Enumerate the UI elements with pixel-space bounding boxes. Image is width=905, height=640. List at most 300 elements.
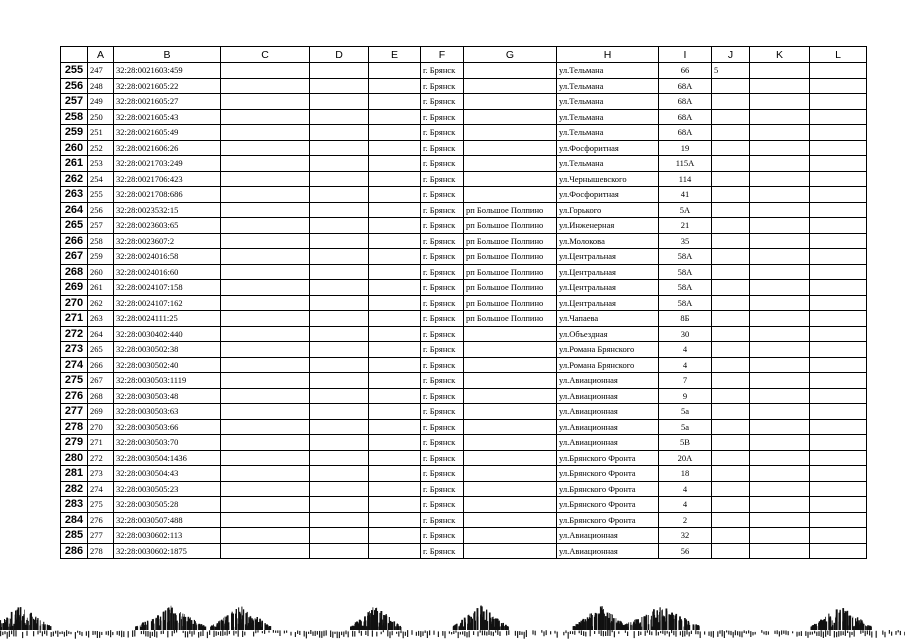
cell-l — [810, 233, 867, 249]
row-number: 256 — [61, 78, 88, 94]
cell-a: 260 — [88, 264, 114, 280]
cell-e — [369, 187, 421, 203]
cell-d — [310, 497, 369, 513]
cell-b: 32:28:0021605:27 — [114, 94, 221, 110]
cell-k — [750, 357, 810, 373]
cell-a: 262 — [88, 295, 114, 311]
row-number: 264 — [61, 202, 88, 218]
table-row — [61, 481, 867, 497]
cell-k — [750, 497, 810, 513]
cell-k — [750, 342, 810, 358]
cell-d — [310, 187, 369, 203]
cell-g — [464, 404, 557, 420]
cell-b: 32:28:0030503:48 — [114, 388, 221, 404]
cell-c — [221, 280, 310, 296]
cell-i: 21 — [659, 218, 712, 234]
cell-k — [750, 125, 810, 141]
column-header: L — [810, 47, 867, 63]
cell-d — [310, 156, 369, 172]
cell-j — [712, 450, 750, 466]
cell-c — [221, 218, 310, 234]
cell-e — [369, 388, 421, 404]
column-header: A — [88, 47, 114, 63]
cell-i: 32 — [659, 528, 712, 544]
row-number: 265 — [61, 218, 88, 234]
cell-f: г. Брянск — [421, 187, 464, 203]
cell-a: 252 — [88, 140, 114, 156]
table-row — [61, 94, 867, 110]
cell-h: ул.Авиационная — [557, 419, 659, 435]
cell-d — [310, 404, 369, 420]
column-header: E — [369, 47, 421, 63]
column-header: C — [221, 47, 310, 63]
cell-d — [310, 109, 369, 125]
cell-e — [369, 543, 421, 559]
cell-k — [750, 187, 810, 203]
cell-l — [810, 63, 867, 79]
table-row — [61, 512, 867, 528]
cell-g — [464, 388, 557, 404]
table-row — [61, 156, 867, 172]
row-number: 278 — [61, 419, 88, 435]
cell-g — [464, 435, 557, 451]
cell-l — [810, 528, 867, 544]
cell-k — [750, 373, 810, 389]
cell-b: 32:28:0021605:43 — [114, 109, 221, 125]
cell-i: 5а — [659, 419, 712, 435]
cell-a: 275 — [88, 497, 114, 513]
cell-h: ул.Фосфоритная — [557, 187, 659, 203]
cell-e — [369, 373, 421, 389]
cell-a: 259 — [88, 249, 114, 265]
row-number: 281 — [61, 466, 88, 482]
cell-d — [310, 419, 369, 435]
cell-a: 277 — [88, 528, 114, 544]
cell-f: г. Брянск — [421, 140, 464, 156]
cell-l — [810, 249, 867, 265]
column-header: J — [712, 47, 750, 63]
cell-h: ул.Инженерная — [557, 218, 659, 234]
cell-b: 32:28:0030502:38 — [114, 342, 221, 358]
table-row — [61, 295, 867, 311]
cell-k — [750, 63, 810, 79]
cell-l — [810, 404, 867, 420]
cell-e — [369, 419, 421, 435]
cell-g — [464, 156, 557, 172]
cell-i: 68А — [659, 125, 712, 141]
cell-b: 32:28:0030505:23 — [114, 481, 221, 497]
cell-l — [810, 125, 867, 141]
cell-i: 30 — [659, 326, 712, 342]
cell-h: ул.Тельмана — [557, 94, 659, 110]
cell-d — [310, 171, 369, 187]
cell-f: г. Брянск — [421, 171, 464, 187]
cell-g: рп Большое Полпино — [464, 249, 557, 265]
cell-b: 32:28:0030503:1119 — [114, 373, 221, 389]
cell-g — [464, 140, 557, 156]
cell-a: 272 — [88, 450, 114, 466]
cell-d — [310, 202, 369, 218]
cell-g — [464, 543, 557, 559]
cell-f: г. Брянск — [421, 109, 464, 125]
cell-a: 276 — [88, 512, 114, 528]
cell-e — [369, 512, 421, 528]
cell-a: 256 — [88, 202, 114, 218]
cell-a: 267 — [88, 373, 114, 389]
cell-k — [750, 156, 810, 172]
row-number: 271 — [61, 311, 88, 327]
cell-h: ул.Романа Брянского — [557, 357, 659, 373]
row-number: 286 — [61, 543, 88, 559]
cell-h: ул.Чернышевского — [557, 171, 659, 187]
cell-b: 32:28:0021703:249 — [114, 156, 221, 172]
cell-d — [310, 388, 369, 404]
cell-d — [310, 233, 369, 249]
cell-d — [310, 512, 369, 528]
row-number: 268 — [61, 264, 88, 280]
cell-i: 58А — [659, 280, 712, 296]
cell-j — [712, 311, 750, 327]
cell-f: г. Брянск — [421, 63, 464, 79]
cell-f: г. Брянск — [421, 125, 464, 141]
cell-f: г. Брянск — [421, 466, 464, 482]
cell-l — [810, 481, 867, 497]
cell-f: г. Брянск — [421, 373, 464, 389]
cell-e — [369, 311, 421, 327]
cell-f: г. Брянск — [421, 357, 464, 373]
cell-l — [810, 388, 867, 404]
cell-l — [810, 295, 867, 311]
cell-k — [750, 109, 810, 125]
cell-h: ул.Брянского Фронта — [557, 450, 659, 466]
cell-i: 9 — [659, 388, 712, 404]
cell-d — [310, 481, 369, 497]
cell-k — [750, 481, 810, 497]
table-row — [61, 528, 867, 544]
cell-g — [464, 109, 557, 125]
table-row — [61, 202, 867, 218]
cell-c — [221, 187, 310, 203]
cell-g — [464, 94, 557, 110]
cell-a: 255 — [88, 187, 114, 203]
cell-l — [810, 264, 867, 280]
cell-f: г. Брянск — [421, 404, 464, 420]
cell-d — [310, 94, 369, 110]
cell-e — [369, 171, 421, 187]
cell-g — [464, 171, 557, 187]
cell-g — [464, 187, 557, 203]
cell-f: г. Брянск — [421, 450, 464, 466]
row-number: 284 — [61, 512, 88, 528]
table-row — [61, 78, 867, 94]
cell-e — [369, 218, 421, 234]
cell-i: 68А — [659, 109, 712, 125]
table-row — [61, 326, 867, 342]
cell-k — [750, 78, 810, 94]
cell-e — [369, 481, 421, 497]
spreadsheet-table — [60, 46, 867, 559]
cell-e — [369, 497, 421, 513]
cell-a: 264 — [88, 326, 114, 342]
table-row — [61, 373, 867, 389]
cell-l — [810, 202, 867, 218]
cell-g — [464, 419, 557, 435]
cell-a: 278 — [88, 543, 114, 559]
row-number: 275 — [61, 373, 88, 389]
cell-a: 265 — [88, 342, 114, 358]
cell-c — [221, 125, 310, 141]
row-number: 266 — [61, 233, 88, 249]
table-row — [61, 404, 867, 420]
cell-h: ул.Центральная — [557, 264, 659, 280]
cell-a: 273 — [88, 466, 114, 482]
cell-c — [221, 156, 310, 172]
cell-b: 32:28:0021706:423 — [114, 171, 221, 187]
cell-b: 32:28:0030502:40 — [114, 357, 221, 373]
cell-i: 4 — [659, 481, 712, 497]
table-row — [61, 233, 867, 249]
cell-f: г. Брянск — [421, 435, 464, 451]
cell-c — [221, 528, 310, 544]
cell-e — [369, 264, 421, 280]
cell-c — [221, 404, 310, 420]
cell-j — [712, 342, 750, 358]
cell-a: 254 — [88, 171, 114, 187]
cell-f: г. Брянск — [421, 280, 464, 296]
cell-k — [750, 295, 810, 311]
cell-j — [712, 218, 750, 234]
cell-j: 5 — [712, 63, 750, 79]
cell-f: г. Брянск — [421, 78, 464, 94]
cell-j — [712, 280, 750, 296]
cell-j — [712, 264, 750, 280]
cell-i: 18 — [659, 466, 712, 482]
cell-l — [810, 156, 867, 172]
cell-h: ул.Авиационная — [557, 404, 659, 420]
cell-k — [750, 450, 810, 466]
cell-c — [221, 512, 310, 528]
cell-i: 115А — [659, 156, 712, 172]
cell-d — [310, 63, 369, 79]
cell-h: ул.Центральная — [557, 280, 659, 296]
cell-c — [221, 94, 310, 110]
cell-b: 32:28:0023532:15 — [114, 202, 221, 218]
cell-f: г. Брянск — [421, 311, 464, 327]
cell-d — [310, 280, 369, 296]
cell-i: 20А — [659, 450, 712, 466]
table-row — [61, 388, 867, 404]
cell-i: 56 — [659, 543, 712, 559]
cell-k — [750, 512, 810, 528]
cell-j — [712, 357, 750, 373]
cell-f: г. Брянск — [421, 388, 464, 404]
column-header: K — [750, 47, 810, 63]
cell-g — [464, 497, 557, 513]
cell-l — [810, 497, 867, 513]
row-number: 279 — [61, 435, 88, 451]
cell-b: 32:28:0023607:2 — [114, 233, 221, 249]
cell-f: г. Брянск — [421, 326, 464, 342]
table-row — [61, 450, 867, 466]
cell-h: ул.Молокова — [557, 233, 659, 249]
cell-g: рп Большое Полпино — [464, 233, 557, 249]
cell-a: 258 — [88, 233, 114, 249]
cell-d — [310, 78, 369, 94]
cell-h: ул.Авиационная — [557, 373, 659, 389]
cell-f: г. Брянск — [421, 342, 464, 358]
cell-h: ул.Центральная — [557, 249, 659, 265]
cell-l — [810, 218, 867, 234]
cell-a: 263 — [88, 311, 114, 327]
cell-e — [369, 78, 421, 94]
row-number: 276 — [61, 388, 88, 404]
cell-g — [464, 373, 557, 389]
cell-c — [221, 450, 310, 466]
cell-e — [369, 404, 421, 420]
cell-c — [221, 326, 310, 342]
cell-e — [369, 140, 421, 156]
table-row — [61, 249, 867, 265]
cell-c — [221, 249, 310, 265]
row-number: 283 — [61, 497, 88, 513]
cell-g — [464, 528, 557, 544]
cell-d — [310, 543, 369, 559]
cell-h: ул.Чапаева — [557, 311, 659, 327]
cell-e — [369, 466, 421, 482]
cell-a: 266 — [88, 357, 114, 373]
cell-i: 5В — [659, 435, 712, 451]
cell-i: 35 — [659, 233, 712, 249]
cell-g: рп Большое Полпино — [464, 264, 557, 280]
cell-l — [810, 419, 867, 435]
table-row — [61, 342, 867, 358]
cell-g — [464, 357, 557, 373]
cell-k — [750, 218, 810, 234]
cell-d — [310, 264, 369, 280]
cell-d — [310, 342, 369, 358]
cell-i: 68А — [659, 94, 712, 110]
cell-d — [310, 528, 369, 544]
cell-i: 4 — [659, 342, 712, 358]
cell-a: 270 — [88, 419, 114, 435]
cell-l — [810, 78, 867, 94]
cell-l — [810, 326, 867, 342]
cell-b: 32:28:0030503:66 — [114, 419, 221, 435]
cell-c — [221, 202, 310, 218]
cell-j — [712, 466, 750, 482]
cell-d — [310, 295, 369, 311]
cell-j — [712, 388, 750, 404]
cell-c — [221, 264, 310, 280]
cell-e — [369, 357, 421, 373]
cell-k — [750, 264, 810, 280]
cell-e — [369, 156, 421, 172]
cell-g: рп Большое Полпино — [464, 280, 557, 296]
cell-d — [310, 435, 369, 451]
table-row — [61, 125, 867, 141]
cell-f: г. Брянск — [421, 543, 464, 559]
cell-c — [221, 78, 310, 94]
cell-k — [750, 94, 810, 110]
table-row — [61, 218, 867, 234]
cell-g — [464, 125, 557, 141]
cell-j — [712, 233, 750, 249]
cell-c — [221, 63, 310, 79]
cell-i: 5а — [659, 404, 712, 420]
cell-i: 68А — [659, 78, 712, 94]
table-row — [61, 187, 867, 203]
cell-c — [221, 295, 310, 311]
table-row — [61, 264, 867, 280]
cell-j — [712, 125, 750, 141]
cell-c — [221, 140, 310, 156]
cell-e — [369, 63, 421, 79]
column-header: I — [659, 47, 712, 63]
cell-j — [712, 140, 750, 156]
cell-h: ул.Фосфоритная — [557, 140, 659, 156]
row-number: 272 — [61, 326, 88, 342]
cell-b: 32:28:0030402:440 — [114, 326, 221, 342]
cell-i: 58А — [659, 264, 712, 280]
cell-h: ул.Горького — [557, 202, 659, 218]
cell-e — [369, 202, 421, 218]
cell-i: 58А — [659, 295, 712, 311]
cell-h: ул.Тельмана — [557, 156, 659, 172]
cell-l — [810, 342, 867, 358]
cell-d — [310, 450, 369, 466]
cell-j — [712, 249, 750, 265]
cell-k — [750, 435, 810, 451]
cell-j — [712, 109, 750, 125]
row-number: 270 — [61, 295, 88, 311]
cell-i: 5А — [659, 202, 712, 218]
cell-k — [750, 326, 810, 342]
cell-j — [712, 512, 750, 528]
cell-a: 251 — [88, 125, 114, 141]
cell-c — [221, 233, 310, 249]
cell-l — [810, 140, 867, 156]
cell-h: ул.Авиационная — [557, 543, 659, 559]
cell-k — [750, 233, 810, 249]
cell-e — [369, 342, 421, 358]
cell-l — [810, 466, 867, 482]
cell-k — [750, 171, 810, 187]
cell-f: г. Брянск — [421, 295, 464, 311]
cell-g: рп Большое Полпино — [464, 202, 557, 218]
cell-b: 32:28:0024107:162 — [114, 295, 221, 311]
cell-b: 32:28:0030503:70 — [114, 435, 221, 451]
cell-h: ул.Брянского Фронта — [557, 497, 659, 513]
cell-c — [221, 171, 310, 187]
cell-i: 19 — [659, 140, 712, 156]
cell-f: г. Брянск — [421, 94, 464, 110]
cell-a: 269 — [88, 404, 114, 420]
cell-a: 248 — [88, 78, 114, 94]
cell-h: ул.Авиационная — [557, 528, 659, 544]
cell-f: г. Брянск — [421, 156, 464, 172]
cell-g — [464, 481, 557, 497]
cell-i: 66 — [659, 63, 712, 79]
column-header: B — [114, 47, 221, 63]
cell-e — [369, 125, 421, 141]
cell-l — [810, 373, 867, 389]
cell-c — [221, 497, 310, 513]
cell-b: 32:28:0021708:686 — [114, 187, 221, 203]
row-number: 257 — [61, 94, 88, 110]
cell-l — [810, 187, 867, 203]
cell-i: 4 — [659, 497, 712, 513]
cell-f: г. Брянск — [421, 481, 464, 497]
